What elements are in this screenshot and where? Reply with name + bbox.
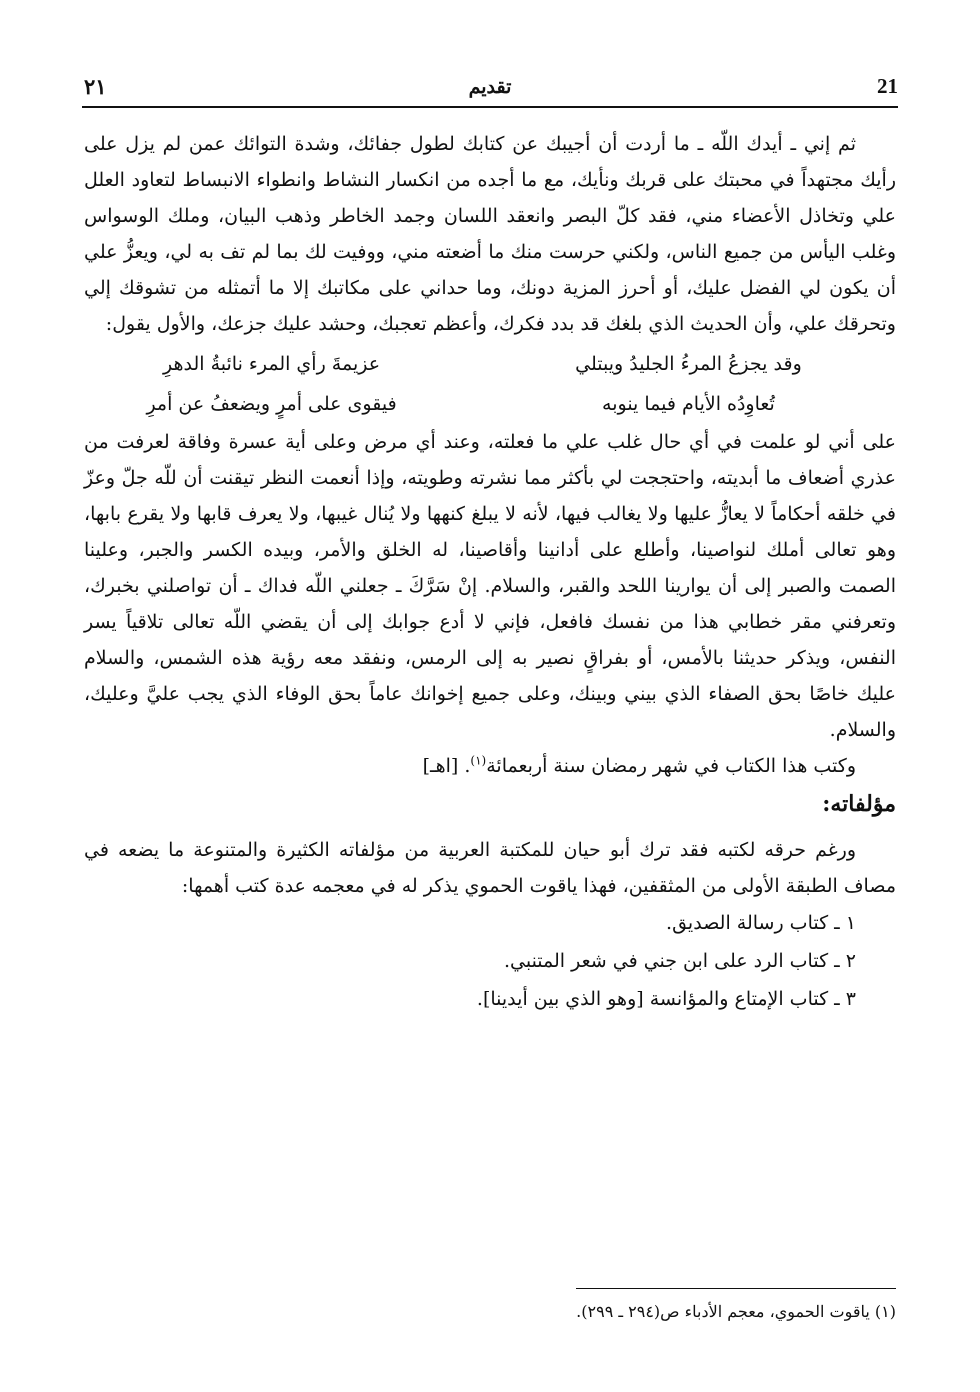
list-item: ٣ ـ كتاب الإمتاع والمؤانسة [وهو الذي بين أيدينا]. xyxy=(476,988,856,1010)
verse-second-hemistich: فيقوى على أمرٍ ويضعفُ عن أمرِ xyxy=(146,393,397,415)
poem-verse xyxy=(84,344,896,384)
footnote: (١) ياقوت الحموي، معجم الأدباء ص(٢٩٤ ـ ٢٩٩). xyxy=(576,1302,896,1321)
footnote-divider xyxy=(576,1288,896,1289)
page-body xyxy=(84,126,896,1018)
poem xyxy=(84,344,896,424)
letter-paragraph: ثم إني ـ أيدك اللّه ـ ما أردت أن أجيبك عن كتابك لطول جفائك، وشدة التوائك عمن لم يزل على رأيك مجتهداً في محبتك على قربك ونأيك، مع ما أجده من انكسار النشاط وانطواء الانبساط لتعاود العلل علي وتخاذل الأعضاء مني، فقد كلّ البصر وانعقد اللسان وجمد الخاطر وذهب البيان، وملك الوسواس وغلب اليأس من جميع الناس، ولكني حرست منك ما أضعته مني، ووفيت لك بما لم تف به لي، ويعزُّ علي أن يكون لي الفضل عليك، أو أحرز المزية دونك، وما حداني على مكاتبك إلا ما أتمثله من تشوقك إلي وتحرقك علي، وأن الحديث الذي بلغك قد بدد فكرك، وأعظم تعجبك، وحشد عليك جزعك، والأول يقول: xyxy=(84,133,896,335)
verse-first-hemistich: تُعاوِدُه الأيام فيما ينوبه xyxy=(602,393,775,415)
after-poem-paragraph: على أني لو علمت في أي حال غلب علي ما فعلته، وعند أي مرض وعلى أية عسرة وفاقة لعرفت من عذري أضعاف ما أبديته، واحتججت لي بأكثر مما نشرته وطويته، وإذا أنعمت النظر تيقنت أن للّه جلّ وعزّ في خلقه أحكاماً لا يعازُّ عليها ولا يغالب فيها، لأنه لا يبلغ كنهها ولا يُنال غيبها، ولا يعرف قابها ولا يقرع بابها، وهو تعالى أملك لنواصينا، وأطلع على أدانينا وأقاصينا، له الخلق والأمر، وبيده الكسر والجبر، وعلينا الصمت والصبر إلى أن يوارينا اللحد والقبر، والسلام. إنْ سَرَّكَ ـ جعلني اللّه فداك ـ أن تواصلني بخبرك، وتعرفني مقر خطابي هذا من نفسك فافعل، فإني لا أدع جوابك إلى أن يقضي اللّه تعالى تلاقياً يسر النفس، ويذكر حديثنا بالأمس، أو بفراقٍ نصير به إلى الرمس، ونفقد معه رؤية هذه الشمس، والسلام عليك خاصًا بحق الصفاء الذي بيني وبينك، وعلى جميع إخوانك عاماً بحق الوفاء الذي يجب عليَّ وعليك، والسلام. xyxy=(84,431,896,741)
list-item: ٢ ـ كتاب الرد على ابن جني في شعر المتنبي. xyxy=(503,950,856,972)
page-number-latin: 21 xyxy=(877,74,898,98)
footnote-marker: (١) xyxy=(470,753,487,768)
section-title: مؤلفاته: xyxy=(822,791,896,817)
signature-line xyxy=(84,748,896,784)
signature-text: وكتب هذا الكتاب في شهر رمضان سنة أربعمائة xyxy=(486,755,856,777)
list-item: ١ ـ كتاب رسالة الصديق. xyxy=(666,912,856,934)
verse-second-hemistich: عزيمةَ رأي المرء نائبةُ الدهرِ xyxy=(163,353,381,375)
poem-verse xyxy=(84,384,896,424)
running-header xyxy=(82,70,898,108)
verse-first-hemistich: وقد يجزعُ المرءُ الجليدُ ويبتلي xyxy=(575,353,802,375)
page-number-arabic: ٢١ xyxy=(84,74,107,99)
chapter-title: تقديم xyxy=(468,76,512,98)
works-paragraph: ورغم حرقه لكتبه فقد ترك أبو حيان للمكتبة العربية من مؤلفاته الكثيرة والمتنوعة ما يضعه في مصاف الطبقة الأولى من المثقفين، فهذا ياقوت الحموي يذكر له في معجمه عدة كتب أهمها: xyxy=(84,839,896,897)
signature-end: . [اهـ] xyxy=(422,755,471,777)
